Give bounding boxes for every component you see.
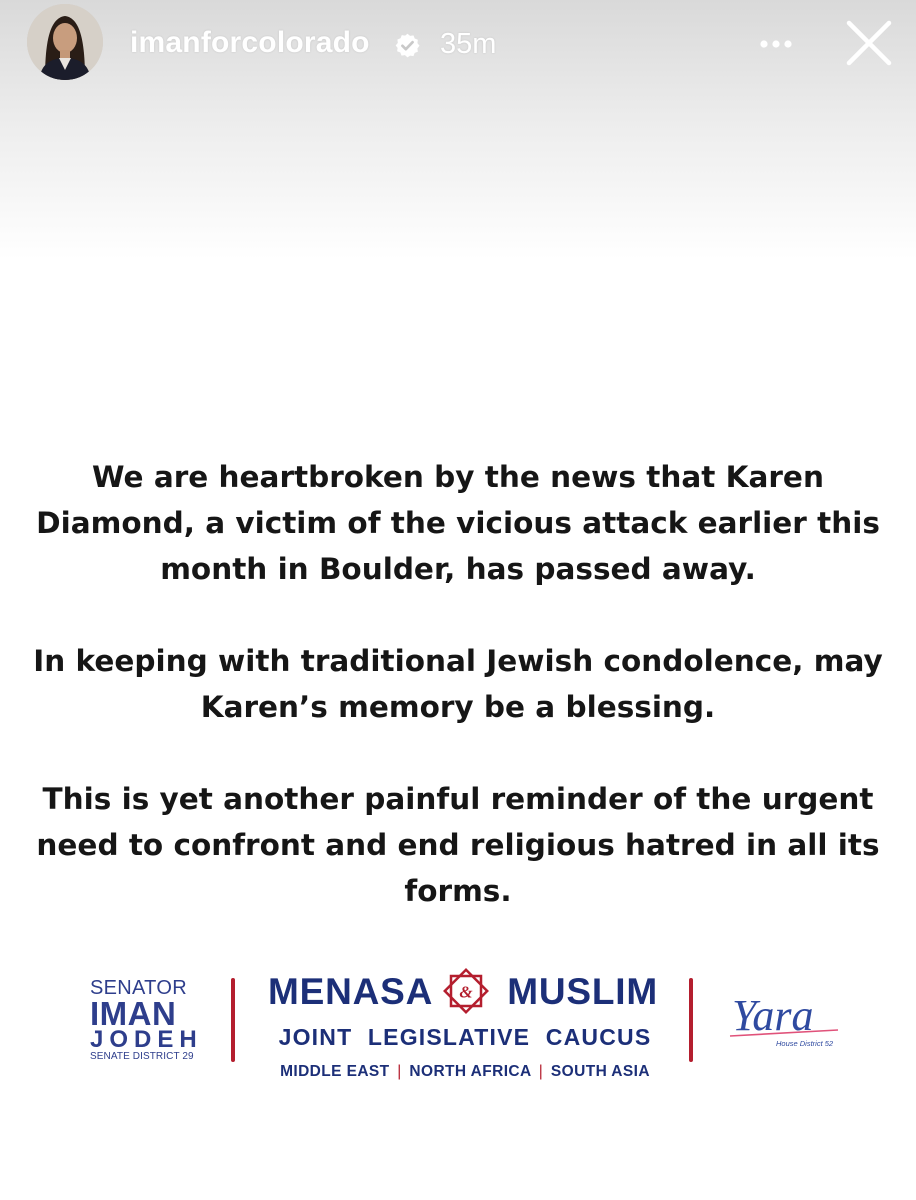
senator-logo-line2: IMAN — [90, 995, 177, 1032]
caucus-region-2: NORTH AFRICA — [409, 1063, 532, 1080]
caucus-region-1: MIDDLE EAST — [280, 1063, 390, 1080]
avatar[interactable] — [27, 4, 103, 80]
story-username[interactable]: imanforcolorado — [130, 26, 370, 59]
senator-logo-line3: JODEH — [90, 1026, 203, 1053]
caucus-word-right: MUSLIM — [507, 971, 658, 1012]
logo-divider-right — [689, 978, 693, 1062]
close-icon[interactable] — [841, 15, 897, 71]
region-separator: | — [538, 1063, 544, 1080]
caucus-regions — [256, 1063, 674, 1081]
more-options-icon[interactable] — [752, 28, 800, 60]
senator-logo-line4: SENATE DISTRICT 29 — [90, 1051, 194, 1062]
svg-text:&: & — [459, 982, 473, 1002]
statement-paragraph-2: In keeping with traditional Jewish condolence, may Karen’s memory be a blessing. — [33, 644, 883, 724]
statement-text — [20, 454, 896, 914]
senator-logo-line1: SENATOR — [90, 977, 187, 999]
verified-badge-icon — [394, 32, 421, 59]
statement-paragraph-1: We are heartbroken by the news that Karen Diamond, a victim of the vicious attack earlier this month in Boulder, has passed away. — [36, 460, 880, 586]
caucus-subtitle: JOINT LEGISLATIVE CAUCUS — [278, 1024, 652, 1050]
ampersand-star-icon — [443, 968, 489, 1014]
caucus-region-3: SOUTH ASIA — [550, 1063, 650, 1080]
caucus-word-left: MENASA — [268, 971, 434, 1012]
story-header — [0, 0, 916, 90]
logo-divider-left — [231, 978, 235, 1062]
yara-house-district-logo — [722, 986, 852, 1066]
senator-iman-jodeh-logo — [90, 977, 203, 1063]
menasa-muslim-caucus-logo — [256, 968, 674, 1081]
story-timestamp: 35m — [440, 28, 497, 60]
statement-paragraph-3: This is yet another painful reminder of the urgent need to confront and end religious hatred in all its forms. — [36, 782, 880, 908]
region-separator: | — [397, 1063, 402, 1080]
yara-name: Yara — [732, 991, 814, 1040]
logo-strip — [0, 960, 916, 1080]
yara-district: House District 52 — [776, 1039, 834, 1048]
